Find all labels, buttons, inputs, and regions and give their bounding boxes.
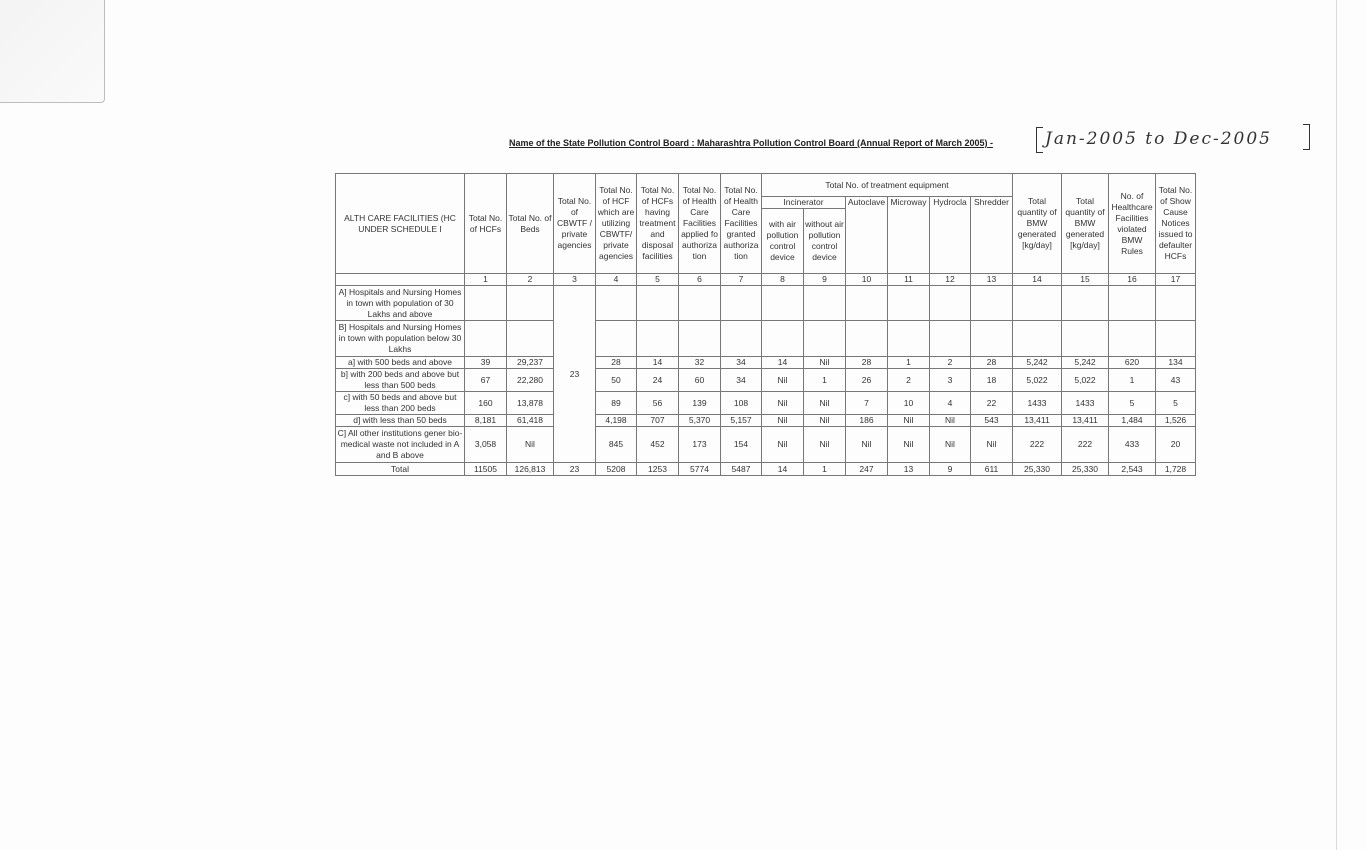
total-c15: 25,330 [1062, 463, 1109, 476]
header-total-hcfs: Total No. of HCFs [465, 174, 507, 274]
col-num: 10 [846, 274, 888, 286]
total-beds: 126,813 [507, 463, 554, 476]
cell-c6: 32 [679, 357, 721, 369]
cell-c16: 1 [1109, 369, 1156, 392]
cell-c7: 34 [721, 357, 762, 369]
total-c17: 1,728 [1156, 463, 1196, 476]
cell-c14: 13,411 [1013, 415, 1062, 427]
cell-c6: 60 [679, 369, 721, 392]
col-num: 16 [1109, 274, 1156, 286]
header-hydroclave: Hydrocla [930, 197, 971, 274]
empty-cell [846, 321, 888, 357]
cell-beds: 13,878 [507, 392, 554, 415]
header-microwave: Microway [888, 197, 930, 274]
bracket-right [1303, 124, 1310, 150]
total-c4: 5208 [596, 463, 637, 476]
cell-c17: 1,526 [1156, 415, 1196, 427]
cell-c12: Nil [930, 427, 971, 463]
empty-cell [1062, 321, 1109, 357]
cell-c6: 5,370 [679, 415, 721, 427]
cell-c7: 34 [721, 369, 762, 392]
header-shredder: Shredder [971, 197, 1013, 274]
cell-c8: Nil [762, 415, 804, 427]
header-treatment-equipment: Total No. of treatment equipment [762, 174, 1013, 197]
cell-c8: Nil [762, 427, 804, 463]
cell-c11: 2 [888, 369, 930, 392]
total-c9: 1 [804, 463, 846, 476]
col-num: 1 [465, 274, 507, 286]
empty-cell [1062, 286, 1109, 321]
empty-cell [596, 286, 637, 321]
col-num: 6 [679, 274, 721, 286]
cell-c6: 173 [679, 427, 721, 463]
header-total-beds: Total No. of Beds [507, 174, 554, 274]
col-num: 13 [971, 274, 1013, 286]
cell-c15: 222 [1062, 427, 1109, 463]
total-c7: 5487 [721, 463, 762, 476]
cell-c5: 24 [637, 369, 679, 392]
cell-c15: 1433 [1062, 392, 1109, 415]
header-without-apc: without air pollution control device [804, 209, 846, 274]
cell-c7: 154 [721, 427, 762, 463]
cell-c10: 28 [846, 357, 888, 369]
header-bmw-generated: Total quantity of BMW generated [kg/day] [1013, 174, 1062, 274]
handwritten-note [1036, 124, 1310, 156]
cell-c7: 5,157 [721, 415, 762, 427]
cell-hcfs: 39 [465, 357, 507, 369]
cell-c16: 433 [1109, 427, 1156, 463]
cell-c17: 20 [1156, 427, 1196, 463]
empty-cell [507, 321, 554, 357]
total-c14: 25,330 [1013, 463, 1062, 476]
header-with-apc: with air pollution control device [762, 209, 804, 274]
cell-beds: 22,280 [507, 369, 554, 392]
cell-c6: 139 [679, 392, 721, 415]
cell-c17: 5 [1156, 392, 1196, 415]
col-num: 2 [507, 274, 554, 286]
cell-beds: 29,237 [507, 357, 554, 369]
header-hcf-utilizing: Total No. of HCF which are utilizing CBWTF/ private agencies [596, 174, 637, 274]
empty-cell [507, 286, 554, 321]
header-applied-authorization: Total No. of Health Care Facilities applied fo authoriza tion [679, 174, 721, 274]
empty-cell [637, 286, 679, 321]
cell-c17: 134 [1156, 357, 1196, 369]
cell-c16: 620 [1109, 357, 1156, 369]
empty-cell [888, 321, 930, 357]
folded-paper-corner [0, 0, 105, 103]
empty-cell [679, 286, 721, 321]
bmw-report-table [335, 173, 1196, 476]
cell-c15: 5,022 [1062, 369, 1109, 392]
cell-hcfs: 8,181 [465, 415, 507, 427]
header-cbwtf: Total No. of CBWTF / private agencies [554, 174, 596, 274]
cell-c14: 222 [1013, 427, 1062, 463]
cell-c4: 89 [596, 392, 637, 415]
col-num: 8 [762, 274, 804, 286]
cell-c13: 543 [971, 415, 1013, 427]
col-num: 3 [554, 274, 596, 286]
empty-cell [888, 286, 930, 321]
cell-c8: Nil [762, 392, 804, 415]
row-label: d] with less than 50 beds [336, 415, 465, 427]
row-label: a] with 500 beds and above [336, 357, 465, 369]
column-number-row [336, 274, 1196, 286]
table-row [336, 369, 1196, 392]
table-row [336, 415, 1196, 427]
cell-c13: 22 [971, 392, 1013, 415]
total-c5: 1253 [637, 463, 679, 476]
cell-c10: Nil [846, 427, 888, 463]
handwritten-date-range: Jan-2005 to Dec-2005 [1045, 129, 1272, 149]
col-num: 14 [1013, 274, 1062, 286]
empty-cell [1156, 286, 1196, 321]
total-row [336, 463, 1196, 476]
empty-cell [596, 321, 637, 357]
total-c11: 13 [888, 463, 930, 476]
col-num [336, 274, 465, 286]
page-heading: Name of the State Pollution Control Board : Maharashtra Pollution Control Board (Annual Report of March 2005) - [509, 138, 994, 148]
paper-edge [1336, 0, 1337, 850]
col-num: 9 [804, 274, 846, 286]
total-c10: 247 [846, 463, 888, 476]
cell-beds: 61,418 [507, 415, 554, 427]
empty-cell [971, 286, 1013, 321]
empty-cell [930, 321, 971, 357]
cell-c9: Nil [804, 392, 846, 415]
total-c6: 5774 [679, 463, 721, 476]
cell-c5: 452 [637, 427, 679, 463]
empty-cell [762, 286, 804, 321]
header-incinerator: Incinerator [762, 197, 846, 209]
cell-c4: 4,198 [596, 415, 637, 427]
section-b-label: B] Hospitals and Nursing Homes in town with population below 30 Lakhs [336, 321, 465, 357]
total-c8: 14 [762, 463, 804, 476]
cell-c12: Nil [930, 415, 971, 427]
cell-c8: 14 [762, 357, 804, 369]
cell-c15: 5,242 [1062, 357, 1109, 369]
empty-cell [721, 321, 762, 357]
cell-c14: 5,022 [1013, 369, 1062, 392]
total-c12: 9 [930, 463, 971, 476]
cell-c13: 18 [971, 369, 1013, 392]
cell-c16: 1,484 [1109, 415, 1156, 427]
cell-c10: 186 [846, 415, 888, 427]
cell-c11: Nil [888, 427, 930, 463]
col-num: 4 [596, 274, 637, 286]
empty-cell [1013, 321, 1062, 357]
total-c16: 2,543 [1109, 463, 1156, 476]
row-label: c] with 50 beds and above but less than 200 beds [336, 392, 465, 415]
table-row [336, 427, 1196, 463]
header-bmw-generated-2: Total quantity of BMW generated [kg/day] [1062, 174, 1109, 274]
col-num: 15 [1062, 274, 1109, 286]
cell-c8: Nil [762, 369, 804, 392]
empty-cell [804, 286, 846, 321]
empty-cell [762, 321, 804, 357]
cell-c11: 1 [888, 357, 930, 369]
header-show-cause: Total No. of Show Cause Notices issued to defaulter HCFs [1156, 174, 1196, 274]
cell-c14: 5,242 [1013, 357, 1062, 369]
empty-cell [721, 286, 762, 321]
empty-cell [804, 321, 846, 357]
empty-cell [971, 321, 1013, 357]
cell-hcfs: 67 [465, 369, 507, 392]
header-row-1 [336, 174, 1196, 197]
cell-c7: 108 [721, 392, 762, 415]
empty-cell [1013, 286, 1062, 321]
cell-c12: 4 [930, 392, 971, 415]
cell-c4: 28 [596, 357, 637, 369]
empty-cell [1156, 321, 1196, 357]
header-facilities: ALTH CARE FACILITIES (HC UNDER SCHEDULE I [336, 174, 465, 274]
cell-c14: 1433 [1013, 392, 1062, 415]
col-num: 17 [1156, 274, 1196, 286]
total-label: Total [336, 463, 465, 476]
cell-hcfs: 3,058 [465, 427, 507, 463]
total-c3: 23 [554, 463, 596, 476]
header-hcf-treatment: Total No. of HCFs having treatment and disposal facilities [637, 174, 679, 274]
cell-c13: 28 [971, 357, 1013, 369]
col-num: 7 [721, 274, 762, 286]
empty-cell [1109, 321, 1156, 357]
cell-c5: 707 [637, 415, 679, 427]
cell-c12: 2 [930, 357, 971, 369]
header-autoclave: Autoclave [846, 197, 888, 274]
empty-cell [465, 286, 507, 321]
empty-cell [1109, 286, 1156, 321]
cell-c5: 14 [637, 357, 679, 369]
cell-c13: Nil [971, 427, 1013, 463]
cell-c16: 5 [1109, 392, 1156, 415]
cell-c15: 13,411 [1062, 415, 1109, 427]
cell-c10: 7 [846, 392, 888, 415]
col-num: 5 [637, 274, 679, 286]
cell-c4: 845 [596, 427, 637, 463]
cell-c17: 43 [1156, 369, 1196, 392]
cell-c12: 3 [930, 369, 971, 392]
empty-cell [846, 286, 888, 321]
cell-c9: 1 [804, 369, 846, 392]
header-granted-authorization: Total No. of Health Care Facilities granted authoriza tion [721, 174, 762, 274]
header-violated-rules: No. of Healthcare Facilities violated BMW Rules [1109, 174, 1156, 274]
cell-c5: 56 [637, 392, 679, 415]
col-num: 11 [888, 274, 930, 286]
row-label: b] with 200 beds and above but less than 500 beds [336, 369, 465, 392]
cell-beds: Nil [507, 427, 554, 463]
section-a-label: A] Hospitals and Nursing Homes in town with population of 30 Lakhs and above [336, 286, 465, 321]
empty-cell [679, 321, 721, 357]
cell-c11: 10 [888, 392, 930, 415]
section-a-row [336, 286, 1196, 321]
cell-c4: 50 [596, 369, 637, 392]
cell-c9: Nil [804, 415, 846, 427]
empty-cell [930, 286, 971, 321]
cell-c9: Nil [804, 357, 846, 369]
empty-cell [465, 321, 507, 357]
section-b-row [336, 321, 1196, 357]
cbwtf-merged-cell: 23 [554, 286, 596, 463]
cell-c11: Nil [888, 415, 930, 427]
cell-c10: 26 [846, 369, 888, 392]
table-row [336, 392, 1196, 415]
bracket-left [1036, 127, 1043, 153]
table-row [336, 357, 1196, 369]
total-c13: 611 [971, 463, 1013, 476]
col-num: 12 [930, 274, 971, 286]
cell-hcfs: 160 [465, 392, 507, 415]
row-label: C] All other institutions gener bio-medical waste not included in A and B above [336, 427, 465, 463]
total-hcfs: 11505 [465, 463, 507, 476]
cell-c9: Nil [804, 427, 846, 463]
empty-cell [637, 321, 679, 357]
